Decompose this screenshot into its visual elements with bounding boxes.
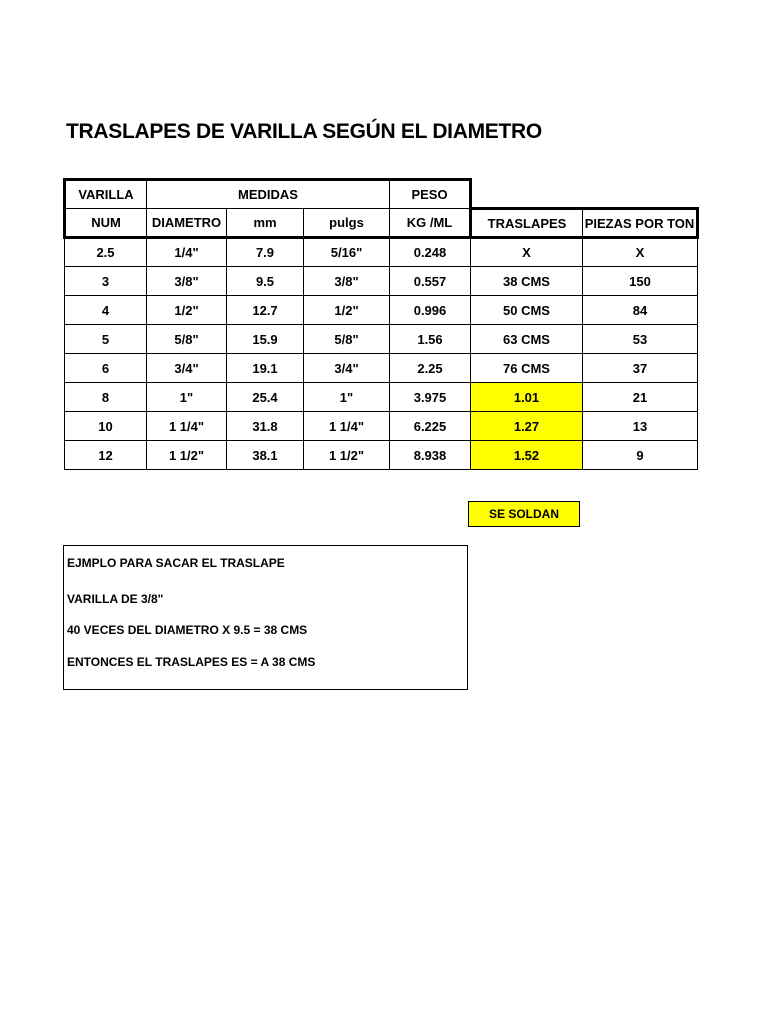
cell-mm: 25.4: [227, 383, 304, 412]
rebar-table: [63, 178, 699, 470]
cell-piezas: 21: [583, 383, 698, 412]
cell-pulgs: 3/4": [304, 354, 390, 383]
cell-mm: 31.8: [227, 412, 304, 441]
cell-traslapes: 50 CMS: [471, 296, 583, 325]
cell-traslapes: X: [471, 238, 583, 267]
table-row: [65, 412, 698, 441]
header-peso: PESO: [390, 180, 471, 209]
cell-traslapes: 63 CMS: [471, 325, 583, 354]
example-line-1: EJMPLO PARA SACAR EL TRASLAPE: [67, 556, 285, 570]
cell-piezas: 9: [583, 441, 698, 470]
cell-pulgs: 1 1/2": [304, 441, 390, 470]
header-num: NUM: [65, 209, 147, 238]
cell-diametro: 1": [147, 383, 227, 412]
cell-pulgs: 3/8": [304, 267, 390, 296]
example-box: [63, 545, 468, 690]
table-row: [65, 354, 698, 383]
header-diametro: DIAMETRO: [147, 209, 227, 238]
cell-pulgs: 5/8": [304, 325, 390, 354]
cell-diametro: 1 1/4": [147, 412, 227, 441]
example-line-2: VARILLA DE 3/8": [67, 592, 164, 606]
header-mm: mm: [227, 209, 304, 238]
cell-mm: 38.1: [227, 441, 304, 470]
cell-piezas: X: [583, 238, 698, 267]
cell-diametro: 3/8": [147, 267, 227, 296]
cell-traslapes-highlight: 1.52: [471, 441, 583, 470]
cell-kg: 2.25: [390, 354, 471, 383]
table-row: [65, 296, 698, 325]
page-title: TRASLAPES DE VARILLA SEGÚN EL DIAMETRO: [66, 120, 542, 143]
cell-kg: 0.996: [390, 296, 471, 325]
cell-piezas: 53: [583, 325, 698, 354]
cell-diametro: 1/4": [147, 238, 227, 267]
cell-num: 3: [65, 267, 147, 296]
header-kgml: KG /ML: [390, 209, 471, 238]
cell-num: 6: [65, 354, 147, 383]
header-medidas: MEDIDAS: [147, 180, 390, 209]
cell-piezas: 150: [583, 267, 698, 296]
header-row-2: [65, 209, 698, 238]
example-line-3: 40 VECES DEL DIAMETRO X 9.5 = 38 CMS: [67, 623, 308, 637]
cell-diametro: 5/8": [147, 325, 227, 354]
cell-traslapes: 76 CMS: [471, 354, 583, 383]
cell-num: 8: [65, 383, 147, 412]
table-row: [65, 238, 698, 267]
header-varilla: VARILLA: [65, 180, 147, 209]
cell-pulgs: 1": [304, 383, 390, 412]
header-traslapes: TRASLAPES: [471, 209, 583, 238]
cell-piezas: 13: [583, 412, 698, 441]
cell-diametro: 1/2": [147, 296, 227, 325]
table-row: [65, 383, 698, 412]
cell-mm: 15.9: [227, 325, 304, 354]
cell-mm: 19.1: [227, 354, 304, 383]
cell-num: 5: [65, 325, 147, 354]
table-row: [65, 441, 698, 470]
cell-piezas: 84: [583, 296, 698, 325]
cell-mm: 7.9: [227, 238, 304, 267]
cell-kg: 8.938: [390, 441, 471, 470]
cell-piezas: 37: [583, 354, 698, 383]
cell-traslapes: 38 CMS: [471, 267, 583, 296]
cell-pulgs: 5/16": [304, 238, 390, 267]
cell-traslapes-highlight: 1.27: [471, 412, 583, 441]
cell-pulgs: 1/2": [304, 296, 390, 325]
table-row: [65, 325, 698, 354]
cell-num: 2.5: [65, 238, 147, 267]
cell-diametro: 3/4": [147, 354, 227, 383]
cell-pulgs: 1 1/4": [304, 412, 390, 441]
cell-kg: 6.225: [390, 412, 471, 441]
example-line-4: ENTONCES EL TRASLAPES ES = A 38 CMS: [67, 655, 316, 669]
se-soldan-label: SE SOLDAN: [468, 501, 580, 527]
cell-mm: 9.5: [227, 267, 304, 296]
cell-traslapes-highlight: 1.01: [471, 383, 583, 412]
header-row-1: [65, 180, 698, 209]
header-piezas: PIEZAS POR TON: [583, 209, 698, 238]
cell-num: 10: [65, 412, 147, 441]
cell-num: 12: [65, 441, 147, 470]
cell-kg: 3.975: [390, 383, 471, 412]
cell-kg: 0.557: [390, 267, 471, 296]
cell-mm: 12.7: [227, 296, 304, 325]
cell-diametro: 1 1/2": [147, 441, 227, 470]
cell-kg: 0.248: [390, 238, 471, 267]
cell-num: 4: [65, 296, 147, 325]
cell-kg: 1.56: [390, 325, 471, 354]
header-pulgs: pulgs: [304, 209, 390, 238]
table-row: [65, 267, 698, 296]
